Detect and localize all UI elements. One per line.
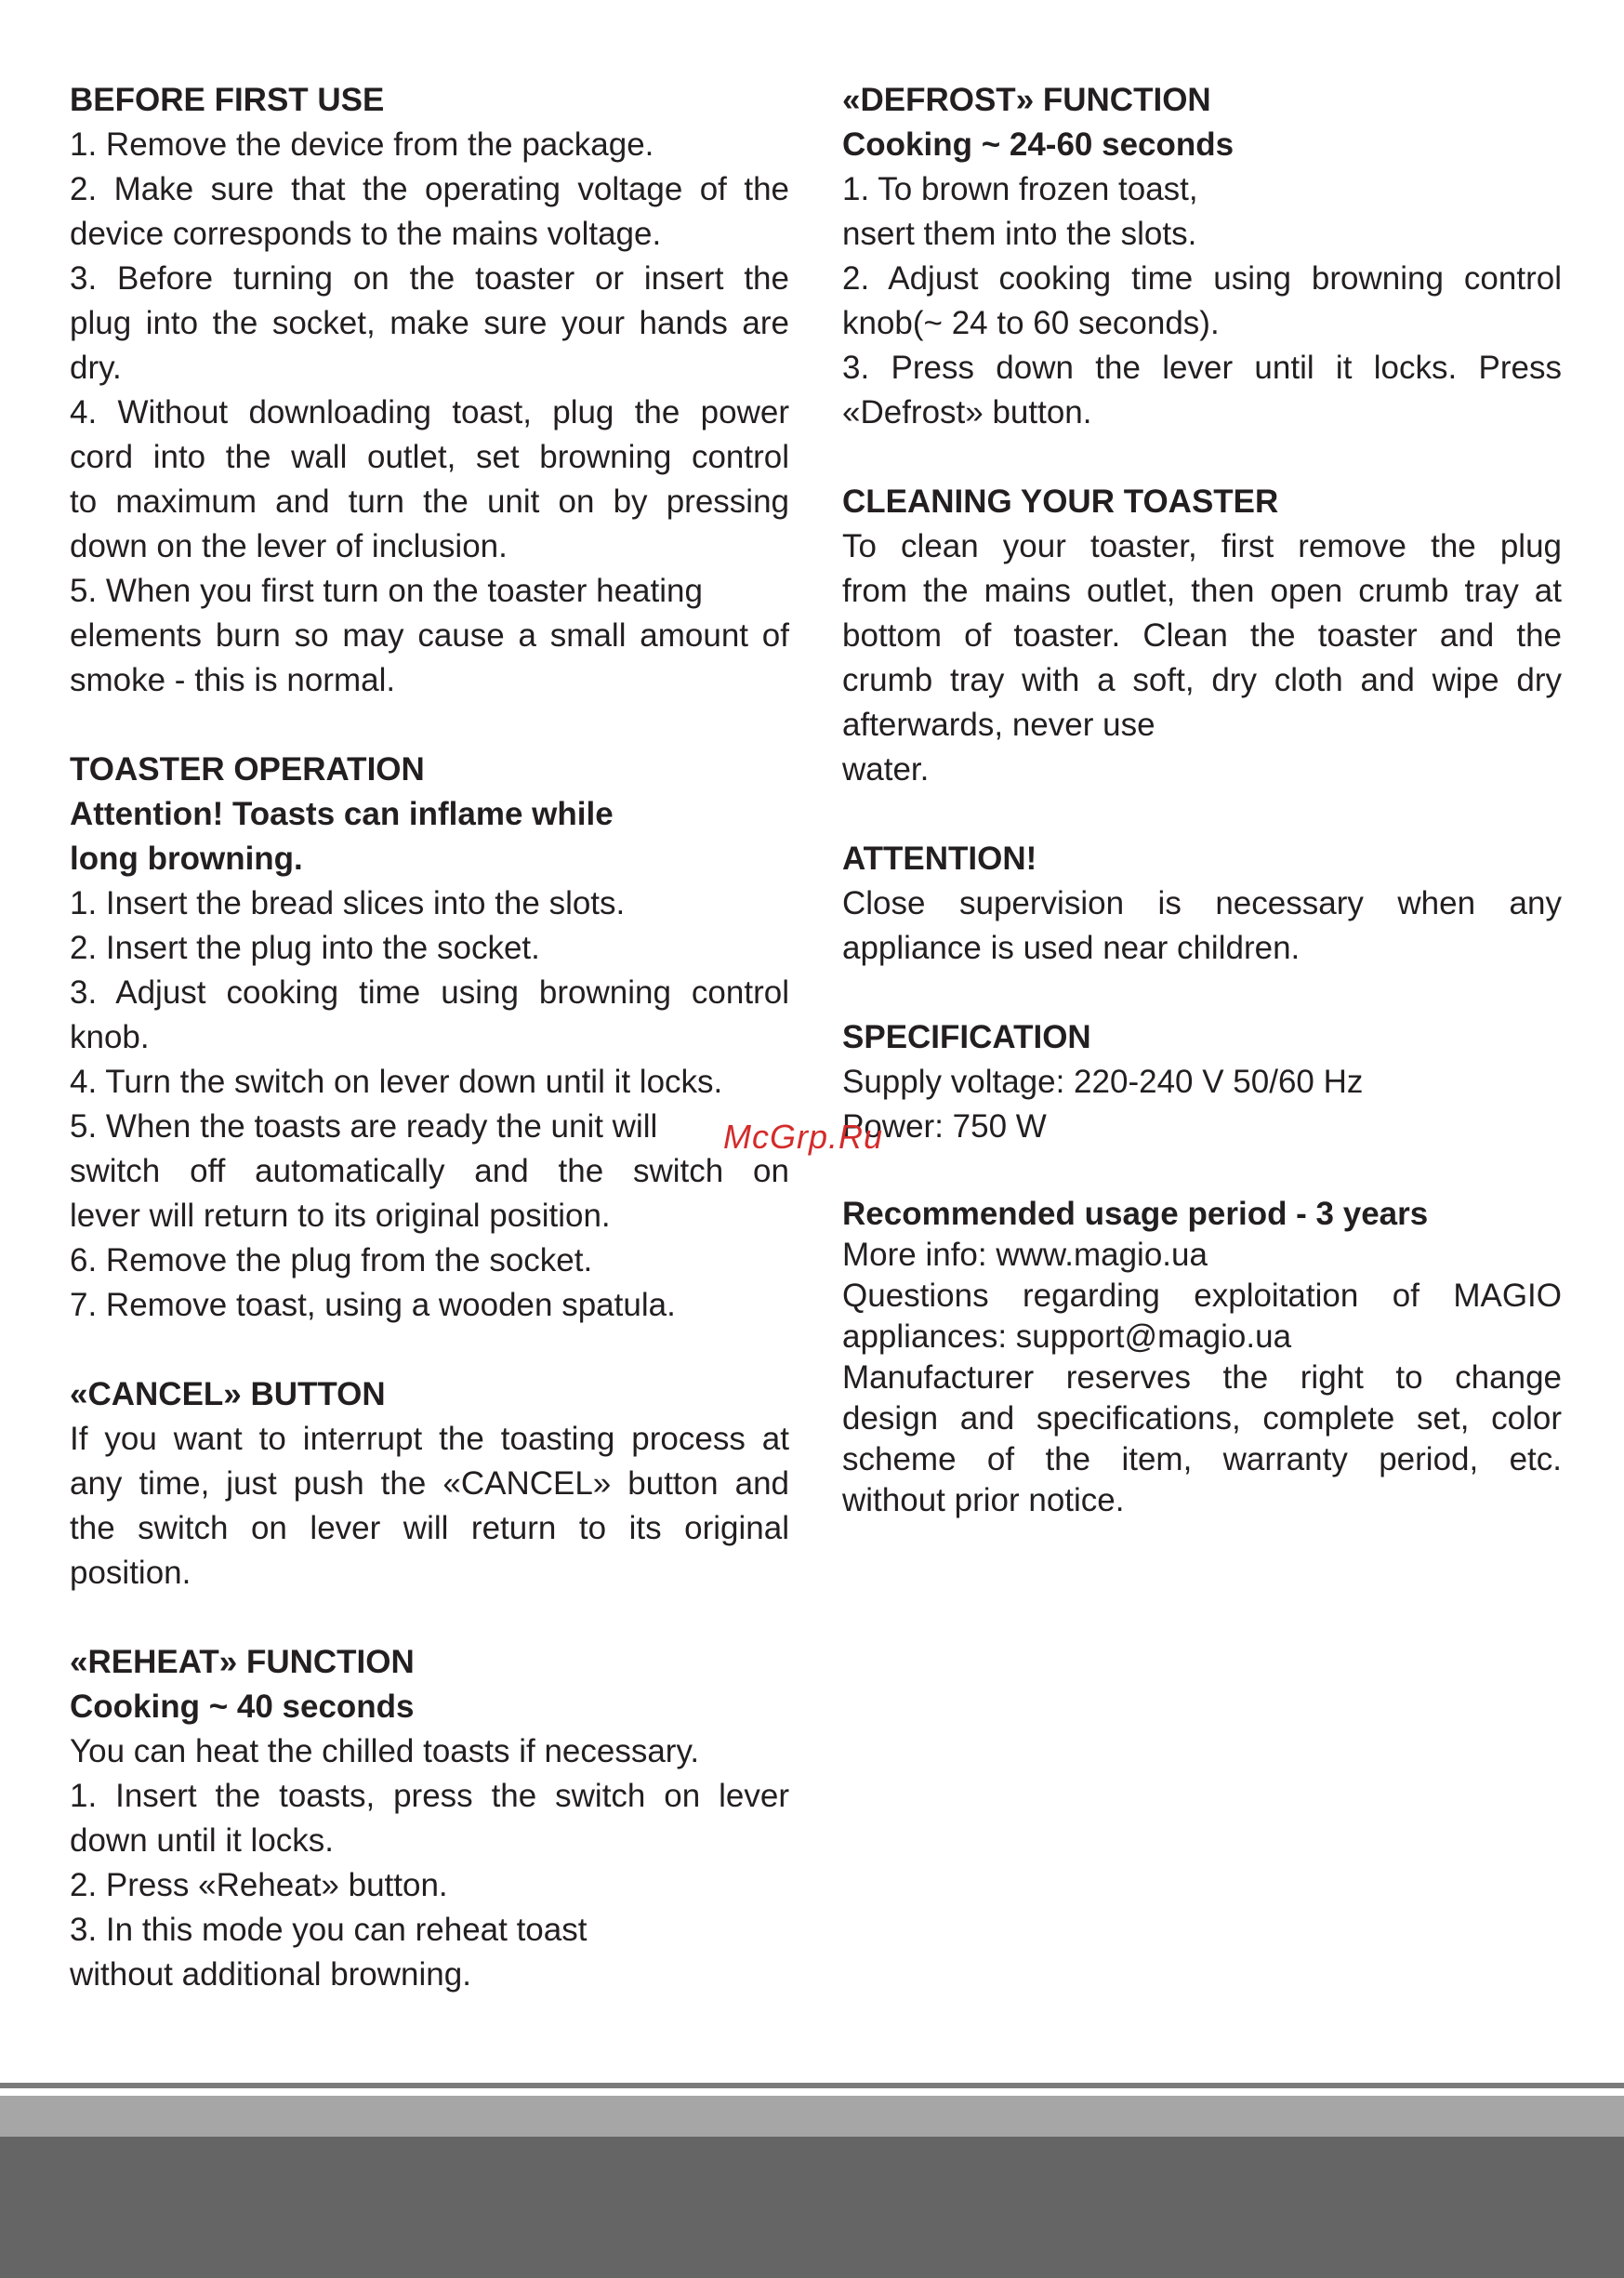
body-line: 2. Press «Reheat» button.	[70, 1867, 448, 1903]
body-line: position.	[70, 1555, 191, 1591]
body-line: 2. Insert the plug into the socket.	[70, 930, 540, 966]
spec-line: Power: 750 W	[842, 1108, 1047, 1145]
footer-band-dark	[0, 2137, 1624, 2278]
body-line: 1. Insert the bread slices into the slots.	[70, 885, 626, 921]
body-line: from the mains outlet, then open crumb tray at	[842, 573, 1562, 609]
body-line: 1. Insert the toasts, press the switch on lever	[70, 1778, 789, 1814]
body-line: elements burn so may cause a small amount of	[70, 617, 789, 654]
info-line: More info: www.magio.ua	[842, 1237, 1208, 1273]
section-heading: TOASTER OPERATION	[70, 751, 425, 788]
section-heading: Recommended usage period - 3 years	[842, 1196, 1429, 1232]
section-heading: SPECIFICATION	[842, 1019, 1091, 1055]
section-heading: BEFORE FIRST USE	[70, 82, 385, 118]
body-line: switch off automatically and the switch on	[70, 1153, 789, 1189]
footer-rule	[0, 2083, 1624, 2088]
cooking-time: Cooking ~ 24-60 seconds	[842, 126, 1235, 163]
attention-note: long browning.	[70, 841, 303, 877]
body-line: the switch on lever will return to its original	[70, 1510, 789, 1546]
right-column	[842, 78, 1562, 1566]
section-heading: «CANCEL» BUTTON	[70, 1376, 386, 1412]
body-line: 3. Adjust cooking time using browning control	[70, 974, 789, 1011]
body-line: knob.	[70, 1019, 150, 1055]
body-line: nsert them into the slots.	[842, 216, 1197, 252]
info-line: appliances: support@magio.ua	[842, 1318, 1292, 1355]
body-line: Close supervision is necessary when any	[842, 885, 1562, 921]
body-line: water.	[842, 751, 930, 788]
spec-line: Supply voltage: 220-240 V 50/60 Hz	[842, 1064, 1364, 1100]
attention-note: Attention! Toasts can inflame while	[70, 796, 614, 832]
section-heading: CLEANING YOUR TOASTER	[842, 483, 1279, 520]
footer-band-light	[0, 2096, 1624, 2137]
body-line: crumb tray with a soft, dry cloth and wipe dry	[842, 662, 1562, 698]
section-heading: ATTENTION!	[842, 841, 1037, 877]
body-line: To clean your toaster, first remove the plug	[842, 528, 1562, 564]
body-line: 5. When the toasts are ready the unit will	[70, 1108, 658, 1145]
reheat-function-section	[70, 1640, 789, 1997]
cancel-button-section	[70, 1372, 789, 1596]
body-line: 2. Adjust cooking time using browning control	[842, 260, 1562, 297]
cooking-time: Cooking ~ 40 seconds	[70, 1689, 415, 1725]
before-first-use-section	[70, 78, 789, 703]
body-line: down until it locks.	[70, 1822, 335, 1859]
body-line: afterwards, never use	[842, 707, 1155, 743]
body-line: 1. Remove the device from the package.	[70, 126, 654, 163]
body-line: device corresponds to the mains voltage.	[70, 216, 662, 252]
body-line: any time, just push the «CANCEL» button and	[70, 1465, 789, 1502]
body-line: 7. Remove toast, using a wooden spatula.	[70, 1287, 676, 1323]
defrost-function-section	[842, 78, 1562, 435]
usage-section	[842, 1194, 1562, 1521]
body-line: appliance is used near children.	[842, 930, 1301, 966]
attention-section	[842, 837, 1562, 971]
body-line: cord into the wall outlet, set browning control	[70, 439, 789, 475]
body-line: 4. Without downloading toast, plug the power	[70, 394, 789, 430]
body-line: knob(~ 24 to 60 seconds).	[842, 305, 1220, 341]
body-line: dry.	[70, 350, 122, 386]
body-line: lever will return to its original position.	[70, 1198, 611, 1234]
body-line: down on the lever of inclusion.	[70, 528, 508, 564]
section-heading: «REHEAT» FUNCTION	[70, 1644, 415, 1680]
body-line: 2. Make sure that the operating voltage of the	[70, 171, 789, 207]
body-line: You can heat the chilled toasts if necessary.	[70, 1733, 700, 1769]
info-line: scheme of the item, warranty period, etc.	[842, 1441, 1562, 1477]
toaster-operation-section	[70, 748, 789, 1328]
info-line: without prior notice.	[842, 1482, 1125, 1518]
watermark: McGrp.Ru	[723, 1118, 884, 1156]
specification-section	[842, 1015, 1562, 1149]
body-line: 1. To brown frozen toast,	[842, 171, 1198, 207]
body-line: 3. Press down the lever until it locks. Press	[842, 350, 1562, 386]
body-line: to maximum and turn the unit on by pressing	[70, 483, 789, 520]
info-line: Questions regarding exploitation of MAGIO	[842, 1278, 1562, 1314]
body-line: without additional browning.	[70, 1956, 471, 1993]
body-line: bottom of toaster. Clean the toaster and the	[842, 617, 1562, 654]
info-line: Manufacturer reserves the right to change	[842, 1359, 1562, 1396]
info-line: design and specifications, complete set, color	[842, 1400, 1562, 1437]
cleaning-section	[842, 480, 1562, 792]
body-line: 3. Before turning on the toaster or insert the	[70, 260, 789, 297]
body-line: 6. Remove the plug from the socket.	[70, 1242, 593, 1278]
body-line: «Defrost» button.	[842, 394, 1092, 430]
body-line: 3. In this mode you can reheat toast	[70, 1912, 588, 1948]
body-line: plug into the socket, make sure your hands are	[70, 305, 789, 341]
body-line: 5. When you first turn on the toaster heating	[70, 573, 703, 609]
section-heading: «DEFROST» FUNCTION	[842, 82, 1211, 118]
body-line: If you want to interrupt the toasting process at	[70, 1421, 789, 1457]
body-line: 4. Turn the switch on lever down until it locks.	[70, 1064, 723, 1100]
body-line: smoke - this is normal.	[70, 662, 396, 698]
left-column	[70, 78, 789, 2042]
